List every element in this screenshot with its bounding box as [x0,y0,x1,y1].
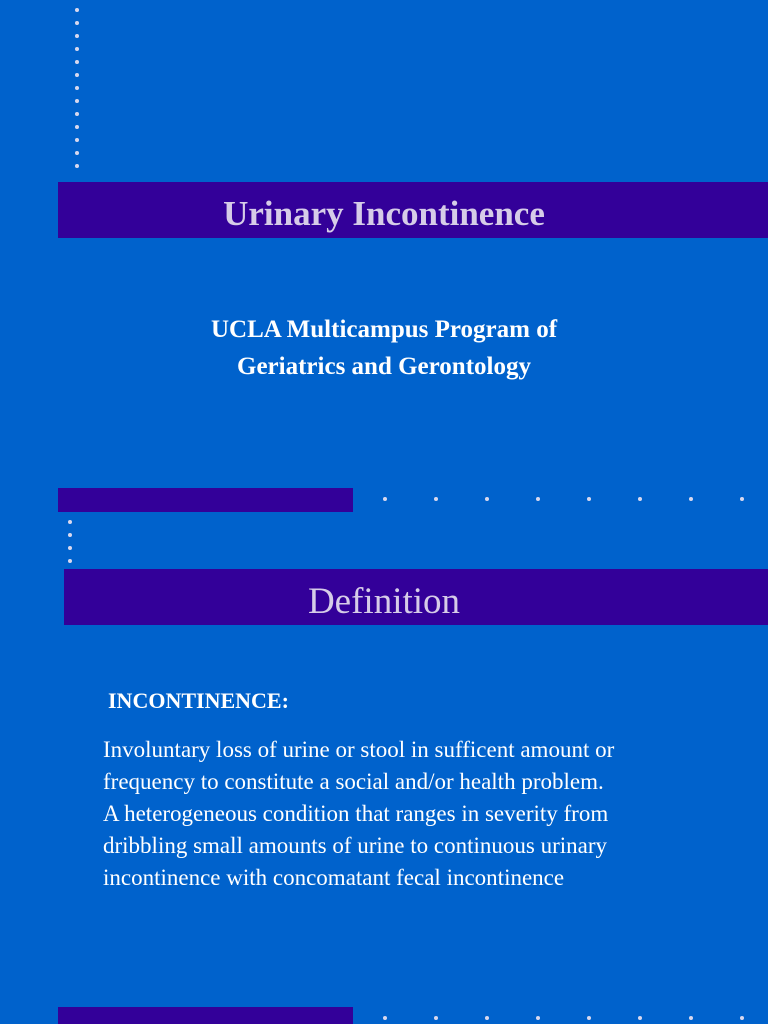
slide-title-text: Definition [307,581,461,622]
footer-accent-bar [58,1007,353,1024]
definition-body [103,734,743,894]
subtitle-line-1: UCLA Multicampus Program of [210,316,558,343]
definition-line: frequency to constitute a social and/or health problem. [103,769,604,794]
definition-line: dribbling small amounts of urine to continuous urinary [103,833,608,858]
definition-line: Involuntary loss of urine or stool in sufficent amount or [103,737,615,762]
footer-accent-bar [58,488,353,512]
slide-title-text: Urinary Incontinence [223,194,545,233]
slide-definition [0,512,768,1024]
term-label: INCONTINENCE: [108,688,289,713]
definition-line: incontinence with concomatant fecal incontinence [103,865,565,890]
definition-line: A heterogeneous condition that ranges in severity from [103,801,609,826]
subtitle-line-2: Geriatrics and Gerontology [237,353,531,380]
